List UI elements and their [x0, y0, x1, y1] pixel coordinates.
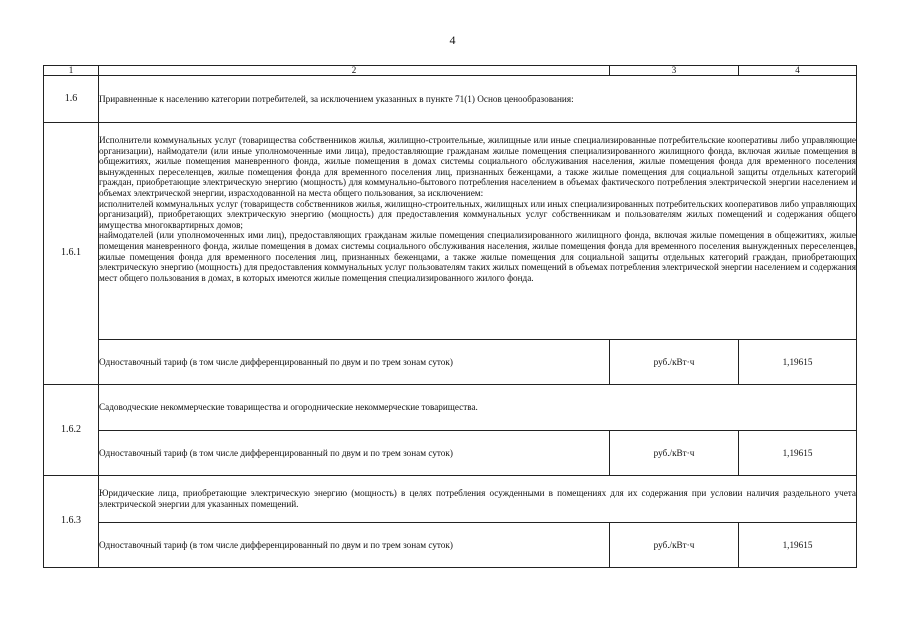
tariff-value: 1,19615 — [739, 340, 857, 385]
tariff-label: Одноставочный тариф (в том числе дифференцированный по двум и по трем зонам суток) — [99, 431, 610, 476]
row-1-6 — [44, 76, 857, 123]
tariff-label: Одноставочный тариф (в том числе дифференцированный по двум и по трем зонам суток) — [99, 523, 610, 568]
description-paragraph: исполнителей коммунальных услуг (товариществ собственников жилья, жилищно-строительных, жилищных или иных специализированных потребительских кооперативов либо управляющих организаций), приобретающих электрическую энергию (мощность) для предоставления коммунальных услуг собственникам и пользователям жилых помещений и содержания общего имущества многоквартирных домов; — [99, 198, 856, 230]
header-col-2: 2 — [99, 66, 610, 76]
row-1-6-1-tariff — [44, 340, 857, 385]
tariff-unit: руб./кВт·ч — [610, 340, 739, 385]
category-description: Юридические лица, приобретающие электрическую энергию (мощность) в целях потребления осужденными в помещениях для их содержания при условии наличия раздельного учета электрической энергии для указанных помещений. — [99, 476, 857, 523]
tariff-unit: руб./кВт·ч — [610, 431, 739, 476]
row-number: 1.6.1 — [44, 123, 99, 385]
category-description — [99, 123, 857, 340]
row-1-6-1-description — [44, 123, 857, 340]
category-description: Садоводческие некоммерческие товарищества и огороднические некоммерческие товарищества. — [99, 385, 857, 431]
row-number: 1.6 — [44, 76, 99, 123]
header-col-4: 4 — [739, 66, 857, 76]
tariff-table — [43, 65, 857, 568]
row-1-6-2-tariff — [44, 431, 857, 476]
header-col-1: 1 — [44, 66, 99, 76]
description-paragraph: Исполнители коммунальных услуг (товарищества собственников жилья, жилищно-строительные, жилищные или иные специализированные потребительские кооперативы либо управляющие организации), наймодатели (или иные уполномоченные ими лица), предоставляющие гражданам жилые помещения специализированного жилищного фонда, включая жилые помещения в общежитиях, жилые помещения маневренного фонда, жилые помещения в домах системы социального обслуживания населения, жилые помещения фонда для временного поселения вынужденных переселенцев, жилые помещения фонда для временного поселения лиц, признанных беженцами, а также жилые помещения для социальной защиты отдельных категорий граждан, приобретающие электрическую энергию (мощность) для коммунально-бытового потребления населением в объемах фактического потребления электрической энергии населением и объемах электрической энергии, израсходованной на места общего пользования, за исключением: — [99, 135, 856, 198]
tariff-value: 1,19615 — [739, 431, 857, 476]
category-heading: Приравненные к населению категории потребителей, за исключением указанных в пункте 71(1) Основ ценообразования: — [99, 76, 857, 123]
row-number: 1.6.3 — [44, 476, 99, 568]
header-row — [44, 66, 857, 76]
header-col-3: 3 — [610, 66, 739, 76]
description-paragraph: наймодателей (или уполномоченных ими лиц), предоставляющих гражданам жилые помещения специализированного жилищного фонда, включая жилые помещения в общежитиях, жилые помещения маневренного фонда, жилые помещения в домах системы социального обслуживания населения, жилые помещения фонда для временного поселения вынужденных переселенцев, жилые помещения фонда для временного поселения лиц, признанных беженцами, а также жилые помещения для социальной защиты отдельных категорий граждан, приобретающих электрическую энергию (мощность) для предоставления коммунальных услуг пользователям таких жилых помещений в объемах потребления электрической энергии населением и содержания мест общего пользования в домах, в которых имеются жилые помещения специализированного жилого фонда. — [99, 230, 856, 283]
page-number: 4 — [449, 33, 456, 47]
tariff-value: 1,19615 — [739, 523, 857, 568]
row-number: 1.6.2 — [44, 385, 99, 476]
tariff-unit: руб./кВт·ч — [610, 523, 739, 568]
row-1-6-3-tariff — [44, 523, 857, 568]
tariff-label: Одноставочный тариф (в том числе дифференцированный по двум и по трем зонам суток) — [99, 340, 610, 385]
row-1-6-3-description — [44, 476, 857, 523]
row-1-6-2-description — [44, 385, 857, 431]
